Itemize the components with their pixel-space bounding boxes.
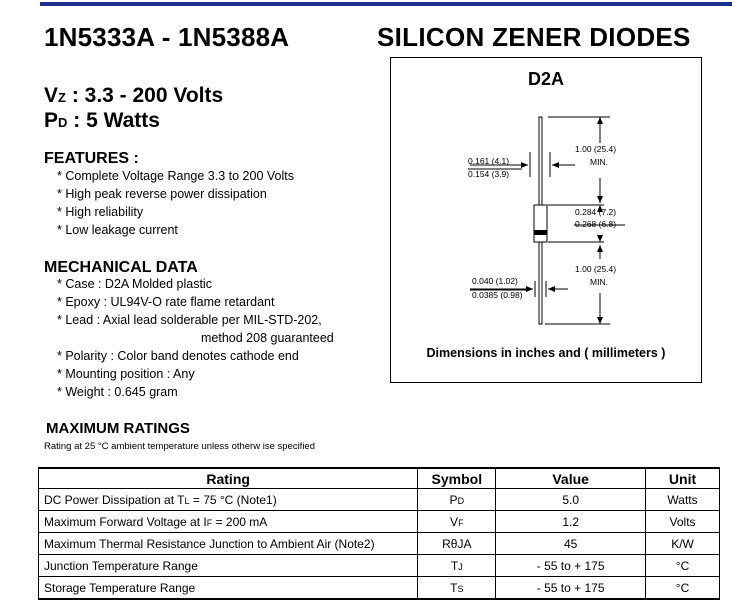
table-row: [39, 511, 720, 533]
value-cell: - 55 to + 175: [496, 555, 646, 577]
power-spec: [44, 109, 160, 133]
bottom-lead-length-min: MIN.: [590, 277, 608, 287]
ratings-heading: MAXIMUM RATINGS: [46, 420, 190, 437]
symbol-cell: TJ: [418, 555, 496, 577]
wire-diameter-min: 0.0385 (0.98): [472, 290, 523, 300]
unit-cell: Volts: [646, 511, 720, 533]
part-number-range: 1N5333A - 1N5388A: [44, 22, 290, 52]
ratings-table: [38, 467, 720, 600]
table-row: [39, 489, 720, 511]
mechanical-item: * Epoxy : UL94V-O rate flame retardant: [57, 295, 275, 309]
value-cell: 5.0: [496, 489, 646, 511]
mechanical-item: * Weight : 0.645 gram: [57, 385, 178, 399]
vz-symbol: V: [44, 84, 59, 107]
package-name: D2A: [527, 69, 564, 89]
feature-item: * Complete Voltage Range 3.3 to 200 Volts: [57, 169, 294, 183]
cathode-band: [534, 230, 547, 235]
header-rule: [40, 2, 732, 6]
diode-body: [534, 205, 547, 242]
column-header-rating: Rating: [39, 468, 418, 489]
unit-cell: Watts: [646, 489, 720, 511]
ratings-note: Rating at 25 °C ambient temperature unless otherw ise specified: [44, 441, 315, 452]
diode-outline-drawing: [390, 57, 702, 383]
mechanical-item: method 208 guaranteed: [201, 331, 334, 345]
rating-cell: Maximum Forward Voltage at IF = 200 mA: [39, 511, 418, 533]
mechanical-item: * Lead : Axial lead solderable per MIL-STD-202,: [57, 313, 322, 327]
feature-item: * High peak reverse power dissipation: [57, 187, 267, 201]
features-heading: FEATURES :: [44, 150, 139, 167]
pd-value: : 5 Watts: [73, 109, 160, 132]
top-lead: [539, 117, 542, 205]
mechanical-heading: MECHANICAL DATA: [44, 259, 198, 276]
unit-cell: °C: [646, 577, 720, 600]
top-lead-length: 1.00 (25.4): [575, 144, 617, 154]
column-header-unit: Unit: [646, 468, 720, 489]
wire-diameter-max: 0.040 (1.02): [472, 276, 518, 286]
value-cell: 45: [496, 533, 646, 555]
body-length-min: 0.268 (6.8): [575, 219, 617, 229]
rating-cell: Maximum Thermal Resistance Junction to Ambient Air (Note2): [39, 533, 418, 555]
lead-diameter-max: 0.161 (4.1): [468, 156, 510, 166]
vz-value: : 3.3 - 200 Volts: [71, 84, 224, 107]
pd-symbol: P: [44, 109, 59, 132]
pd-subscript: D: [58, 115, 68, 130]
table-row: [39, 555, 720, 577]
value-cell: - 55 to + 175: [496, 577, 646, 600]
rating-cell: Storage Temperature Range: [39, 577, 418, 600]
feature-item: * High reliability: [57, 205, 144, 219]
bottom-lead-length: 1.00 (25.4): [575, 264, 617, 274]
table-header-row: [39, 468, 720, 489]
mechanical-item: * Case : D2A Molded plastic: [57, 277, 212, 291]
mechanical-item: * Polarity : Color band denotes cathode end: [57, 349, 299, 363]
table-row: [39, 577, 720, 600]
rating-cell: Junction Temperature Range: [39, 555, 418, 577]
unit-cell: °C: [646, 555, 720, 577]
symbol-cell: PD: [418, 489, 496, 511]
zener-voltage-spec: [44, 84, 223, 108]
unit-cell: K/W: [646, 533, 720, 555]
body-length-max: 0.284 (7.2): [575, 207, 617, 217]
bottom-lead: [539, 242, 542, 324]
symbol-cell: VF: [418, 511, 496, 533]
feature-item: * Low leakage current: [57, 223, 178, 237]
top-lead-length-min: MIN.: [590, 157, 608, 167]
document-title: SILICON ZENER DIODES: [377, 22, 691, 52]
rating-cell: DC Power Dissipation at TL = 75 °C (Note1): [39, 489, 418, 511]
vz-subscript: Z: [58, 90, 66, 105]
symbol-cell: RθJA: [418, 533, 496, 555]
dimensions-caption: Dimensions in inches and ( millimeters ): [426, 346, 666, 360]
table-row: [39, 533, 720, 555]
mechanical-item: * Mounting position : Any: [57, 367, 195, 381]
symbol-cell: TS: [418, 577, 496, 600]
lead-diameter-min: 0.154 (3.9): [468, 169, 510, 179]
column-header-value: Value: [496, 468, 646, 489]
value-cell: 1.2: [496, 511, 646, 533]
column-header-symbol: Symbol: [418, 468, 496, 489]
